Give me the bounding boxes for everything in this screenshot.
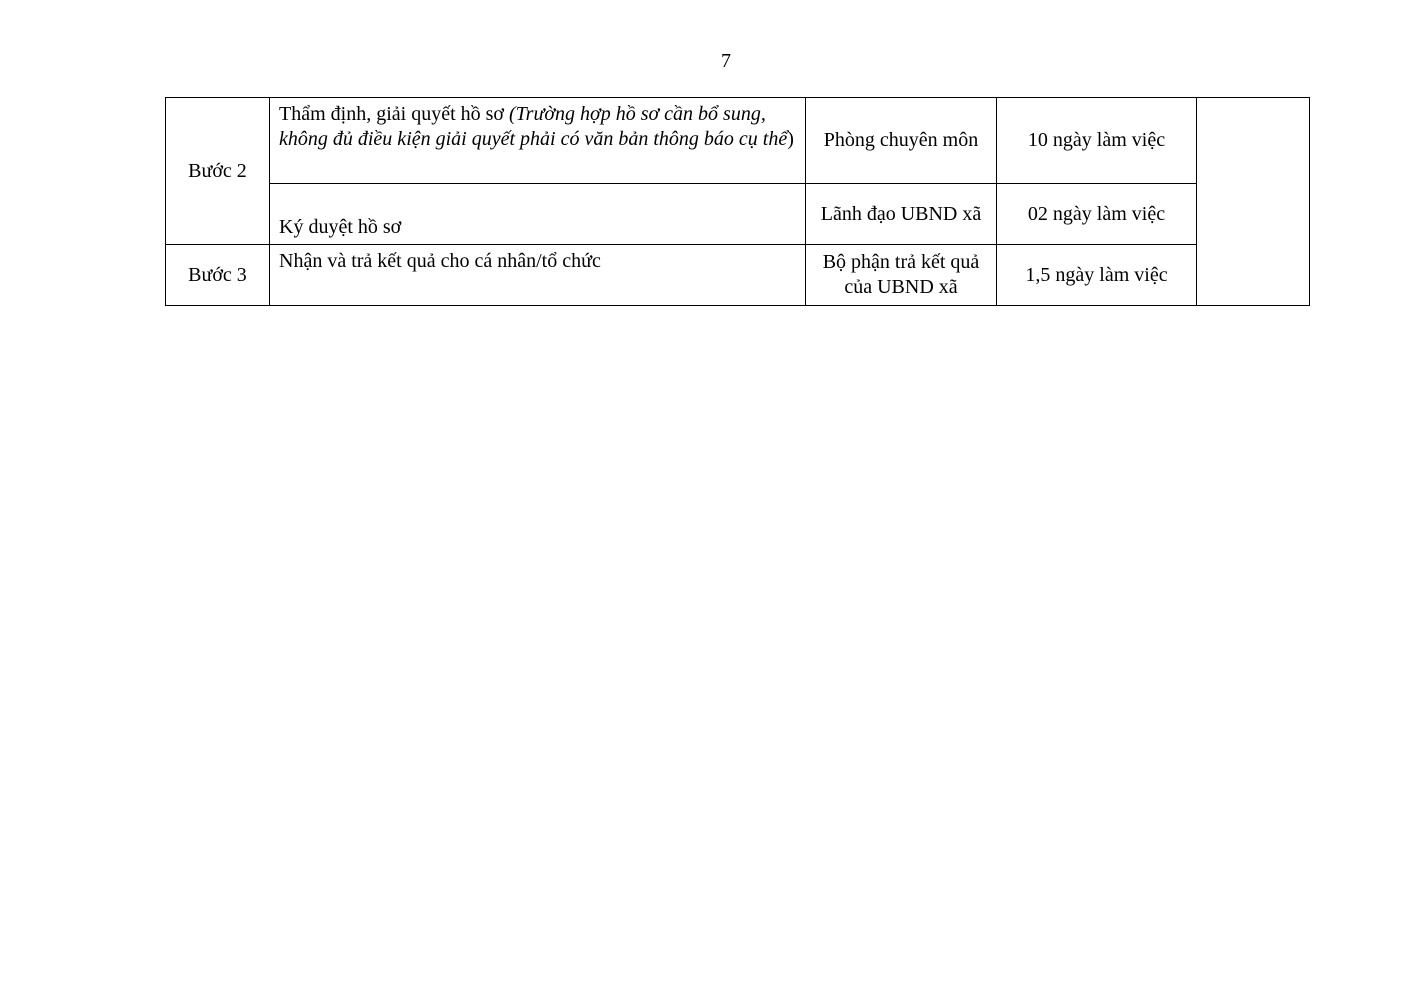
table-row bbox=[166, 184, 1310, 245]
step-cell: Bước 2 bbox=[166, 98, 270, 245]
task-note-italic: (Trường hợp hồ sơ cần bổ sung, không đủ điều kiện giải quyết phải có văn bản thông báo cụ thể bbox=[279, 103, 788, 150]
unit-cell: Lãnh đạo UBND xã bbox=[806, 184, 997, 245]
unit-cell: Bộ phận trả kết quả của UBND xã bbox=[806, 245, 997, 306]
note-cell bbox=[1197, 98, 1310, 306]
step-cell: Bước 3 bbox=[166, 245, 270, 306]
page-number: 7 bbox=[721, 50, 731, 72]
task-cell: Nhận và trả kết quả cho cá nhân/tổ chức bbox=[270, 245, 806, 306]
task-cell bbox=[270, 98, 806, 184]
task-text: Thẩm định, giải quyết hồ sơ bbox=[279, 103, 509, 125]
time-cell: 1,5 ngày làm việc bbox=[997, 245, 1197, 306]
unit-cell: Phòng chuyên môn bbox=[806, 98, 997, 184]
table-row bbox=[166, 98, 1310, 184]
table-row bbox=[166, 245, 1310, 306]
task-note-close: ) bbox=[787, 128, 794, 150]
procedure-table bbox=[165, 97, 1310, 306]
task-cell: Ký duyệt hồ sơ bbox=[270, 184, 806, 245]
time-cell: 10 ngày làm việc bbox=[997, 98, 1197, 184]
time-cell: 02 ngày làm việc bbox=[997, 184, 1197, 245]
